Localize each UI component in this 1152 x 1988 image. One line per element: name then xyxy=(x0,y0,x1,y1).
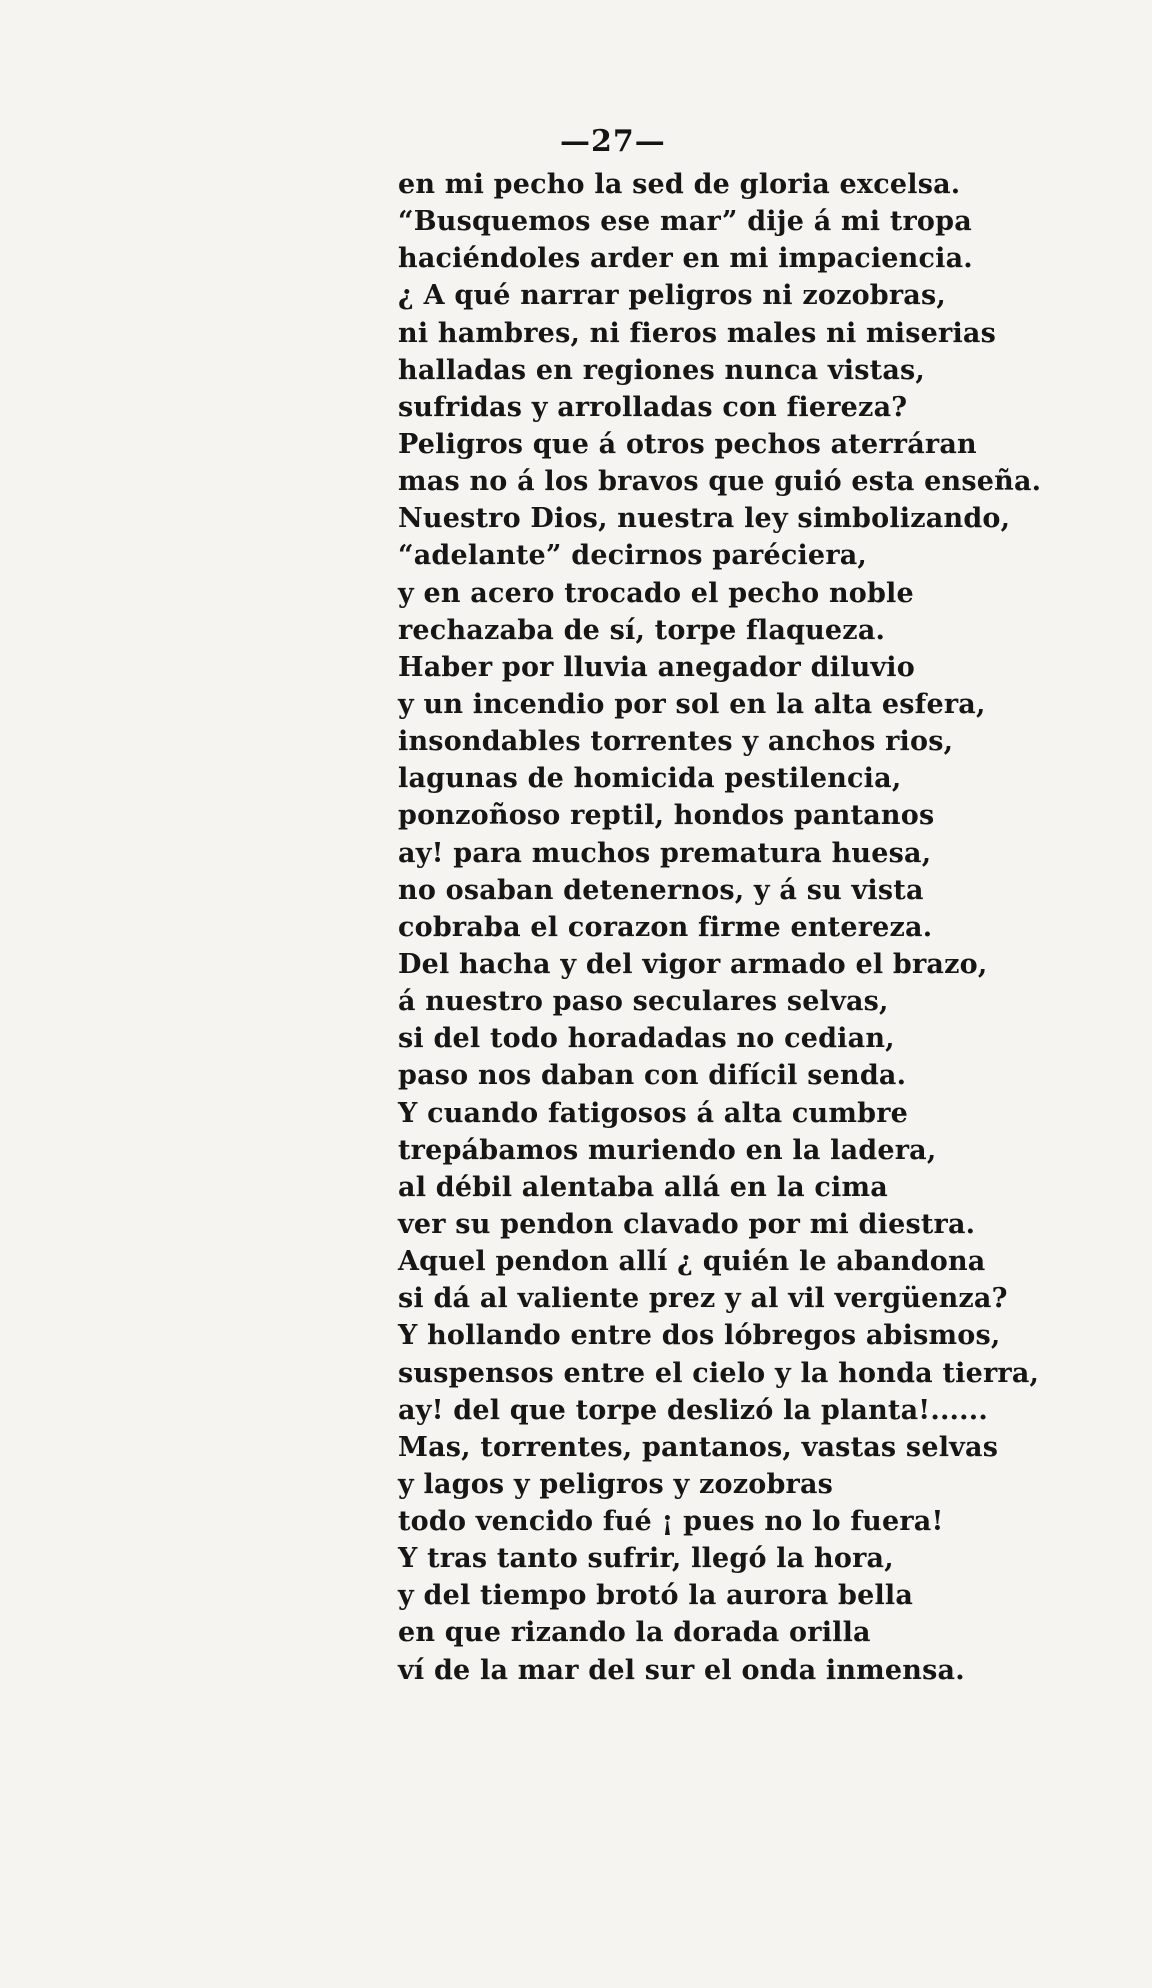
verse-line: paso nos daban con difícil senda. xyxy=(398,1060,907,1092)
verse-line: “adelante” decirnos paréciera, xyxy=(398,540,868,572)
verse-line: si dá al valiente prez y al vil vergüenza? xyxy=(398,1283,1008,1315)
verse-line: ponzoñoso reptil, hondos pantanos xyxy=(398,800,935,832)
verse-line: ni hambres, ni fieros males ni miserias xyxy=(398,317,997,349)
verse-line: en mi pecho la sed de gloria excelsa. xyxy=(398,169,961,200)
verse-line: Peligros que á otros pechos aterráran xyxy=(398,428,977,460)
verse-line: “Busquemos ese mar” dije á mi tropa xyxy=(398,206,972,238)
verse-line: rechazaba de sí, torpe flaqueza. xyxy=(398,614,886,646)
verse-line: y un incendio por sol en la alta esfera, xyxy=(398,688,986,720)
verse-line: Nuestro Dios, nuestra ley simbolizando, xyxy=(398,503,1011,535)
verse-line: lagunas de homicida pestilencia, xyxy=(398,763,902,795)
verse-line: ví de la mar del sur el onda inmensa. xyxy=(398,1654,965,1686)
verse-line: haciéndoles arder en mi impaciencia. xyxy=(398,243,973,275)
poem-text xyxy=(398,166,1118,1689)
verse-line: ay! para muchos prematura huesa, xyxy=(398,837,932,869)
verse-line: cobraba el corazon firme entereza. xyxy=(398,911,933,943)
verse-line: Y cuando fatigosos á alta cumbre xyxy=(398,1097,909,1129)
verse-line: y lagos y peligros y zozobras xyxy=(398,1468,834,1500)
verse-line: á nuestro paso seculares selvas, xyxy=(398,986,889,1018)
verse-line: ver su pendon clavado por mi diestra. xyxy=(398,1208,976,1240)
verse-line: insondables torrentes y anchos rios, xyxy=(398,726,954,758)
verse-line: ay! del que torpe deslizó la planta!...... xyxy=(398,1394,988,1426)
verse-line: no osaban detenernos, y á su vista xyxy=(398,874,924,906)
verse-line: Mas, torrentes, pantanos, vastas selvas xyxy=(398,1431,999,1463)
verse-line: trepábamos muriendo en la ladera, xyxy=(398,1134,937,1166)
verse-line: Haber por lluvia anegador diluvio xyxy=(398,651,915,683)
verse-line: Aquel pendon allí ¿ quién le abandona xyxy=(398,1246,986,1278)
verse-line: Y hollando entre dos lóbregos abismos, xyxy=(398,1320,1001,1352)
verse-line: sufridas y arrolladas con fiereza? xyxy=(398,391,908,423)
page-number: —27— xyxy=(560,124,666,159)
verse-line: todo vencido fué ¡ pues no lo fuera! xyxy=(398,1506,944,1538)
verse-line: y del tiempo brotó la aurora bella xyxy=(398,1580,914,1612)
verse-line: halladas en regiones nunca vistas, xyxy=(398,354,926,386)
verse-line: si del todo horadadas no cedian, xyxy=(398,1023,895,1055)
verse-line: mas no á los bravos que guió esta enseña. xyxy=(398,466,1042,498)
verse-line: al débil alentaba allá en la cima xyxy=(398,1171,888,1203)
verse-line: Y tras tanto sufrir, llegó la hora, xyxy=(398,1543,894,1575)
verse-line: en que rizando la dorada orilla xyxy=(398,1617,871,1649)
verse-line: y en acero trocado el pecho noble xyxy=(398,577,914,609)
verse-line: Del hacha y del vigor armado el brazo, xyxy=(398,948,988,980)
verse-line: suspensos entre el cielo y la honda tierra, xyxy=(398,1357,1040,1389)
verse-line: ¿ A qué narrar peligros ni zozobras, xyxy=(398,280,947,312)
